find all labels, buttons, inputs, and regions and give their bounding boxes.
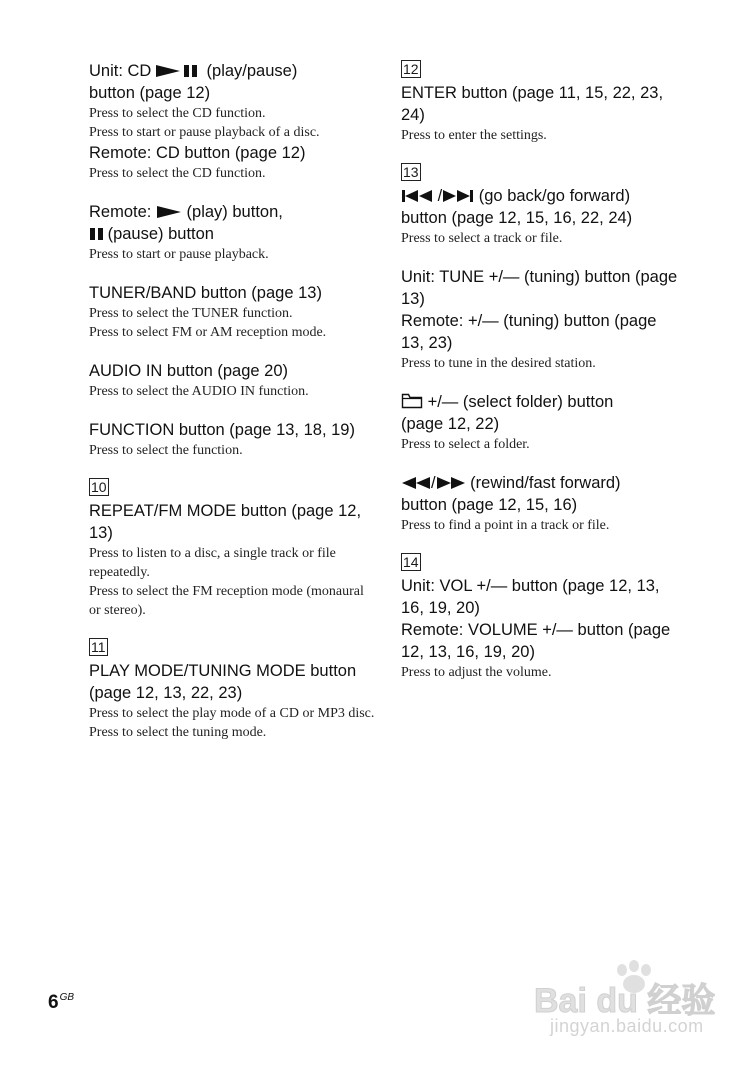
page-number bbox=[48, 992, 74, 1014]
fast-forward-icon bbox=[436, 476, 466, 490]
item-number-11: 11 bbox=[91, 639, 106, 655]
page-suffix: GB bbox=[59, 992, 75, 1003]
section-10 bbox=[89, 478, 379, 620]
cd-desc-1: Press to select the CD function. bbox=[89, 106, 266, 121]
cd-unit-suffix: (play/pause) bbox=[201, 62, 298, 80]
tuner-desc-1: Press to select the TUNER function. bbox=[89, 306, 293, 321]
pause-icon bbox=[89, 227, 103, 241]
function-section bbox=[89, 419, 379, 460]
section-14 bbox=[401, 553, 681, 682]
tune-heading-unit: Unit: TUNE +/— (tuning) button (page 13) bbox=[401, 268, 678, 308]
vol-heading-unit: Unit: VOL +/— button (page 12, 13, 16, 19, 20) bbox=[401, 577, 660, 617]
play-desc: Press to start or pause playback. bbox=[89, 247, 269, 262]
left-column bbox=[89, 60, 379, 760]
cd-unit-heading-line2: button (page 12) bbox=[89, 84, 211, 102]
tune-heading-remote: Remote: +/— (tuning) button (page 13, 23) bbox=[401, 312, 657, 352]
folder-heading-line2: (page 12, 22) bbox=[401, 415, 500, 433]
skip-heading bbox=[401, 185, 681, 207]
play-heading bbox=[89, 201, 379, 223]
rewind-heading-line2: button (page 12, 15, 16) bbox=[401, 496, 578, 514]
playmode-desc-1: Press to select the play mode of a CD or MP3 disc. bbox=[89, 706, 375, 721]
pause-heading bbox=[89, 223, 379, 245]
page-number-value: 6 bbox=[48, 992, 59, 1013]
rewind-icon bbox=[401, 476, 431, 490]
vol-desc: Press to adjust the volume. bbox=[401, 665, 552, 680]
tuner-band-section bbox=[89, 282, 379, 342]
tune-desc: Press to tune in the desired station. bbox=[401, 356, 596, 371]
previous-icon bbox=[401, 189, 433, 203]
folder-section bbox=[401, 391, 681, 454]
play-pause-icon bbox=[156, 64, 202, 78]
cd-unit-heading bbox=[89, 60, 379, 82]
rewind-slash: / bbox=[431, 474, 436, 492]
enter-desc: Press to enter the settings. bbox=[401, 128, 547, 143]
tuner-heading: TUNER/BAND button (page 13) bbox=[89, 284, 322, 302]
vol-heading-remote: Remote: VOLUME +/— button (page 12, 13, 16, 19, 20) bbox=[401, 621, 671, 661]
baidu-logo-text: Bai du 经验 bbox=[534, 982, 716, 1020]
folder-heading bbox=[401, 391, 681, 413]
playmode-heading: PLAY MODE/TUNING MODE button (page 12, 13, 22, 23) bbox=[89, 662, 357, 702]
baidu-logo bbox=[530, 960, 730, 1020]
repeat-desc-2: Press to select the FM reception mode (monaural or stereo). bbox=[89, 584, 364, 618]
pause-suffix: (pause) button bbox=[103, 225, 214, 243]
audio-desc: Press to select the AUDIO IN function. bbox=[89, 384, 309, 399]
rewind-heading bbox=[401, 472, 681, 494]
watermark-url: jingyan.baidu.com bbox=[550, 1016, 704, 1036]
cd-desc-2: Press to start or pause playback of a disc. bbox=[89, 125, 320, 140]
repeat-desc-1: Press to listen to a disc, a single track or file repeatedly. bbox=[89, 546, 336, 580]
function-heading: FUNCTION button (page 13, 18, 19) bbox=[89, 421, 355, 439]
audio-in-section bbox=[89, 360, 379, 401]
tune-section bbox=[401, 266, 681, 373]
rewind-section bbox=[401, 472, 681, 535]
play-icon bbox=[156, 205, 182, 219]
enter-heading: ENTER button (page 11, 15, 22, 23, 24) bbox=[401, 84, 664, 124]
folder-desc: Press to select a folder. bbox=[401, 437, 530, 452]
play-prefix: Remote: bbox=[89, 203, 156, 221]
section-11 bbox=[89, 638, 379, 742]
function-desc: Press to select the function. bbox=[89, 443, 243, 458]
audio-heading: AUDIO IN button (page 20) bbox=[89, 362, 289, 380]
cd-play-pause-section bbox=[89, 60, 379, 183]
rewind-suffix: (rewind/fast forward) bbox=[465, 474, 621, 492]
skip-suffix: (go back/go forward) bbox=[474, 187, 631, 205]
playmode-desc-2: Press to select the tuning mode. bbox=[89, 725, 267, 740]
item-number-12: 12 bbox=[403, 61, 419, 77]
item-number-14: 14 bbox=[403, 554, 419, 570]
cd-remote-heading: Remote: CD button (page 12) bbox=[89, 144, 306, 162]
tuner-desc-2: Press to select FM or AM reception mode. bbox=[89, 325, 327, 340]
section-12 bbox=[401, 60, 681, 145]
next-icon bbox=[442, 189, 474, 203]
item-number-13: 13 bbox=[403, 164, 419, 180]
skip-heading-line2: button (page 12, 15, 16, 22, 24) bbox=[401, 209, 633, 227]
skip-desc: Press to select a track or file. bbox=[401, 231, 563, 246]
rewind-desc: Press to find a point in a track or file. bbox=[401, 518, 610, 533]
cd-unit-prefix: Unit: CD bbox=[89, 62, 156, 80]
repeat-heading: REPEAT/FM MODE button (page 12, 13) bbox=[89, 502, 362, 542]
folder-icon bbox=[401, 393, 423, 409]
baidu-watermark bbox=[530, 960, 730, 1060]
section-13 bbox=[401, 163, 681, 248]
right-column bbox=[401, 60, 681, 700]
folder-suffix: +/— (select folder) button bbox=[423, 393, 614, 411]
skip-slash: / bbox=[433, 187, 443, 205]
item-number-10: 10 bbox=[91, 479, 107, 495]
cd-remote-desc: Press to select the CD function. bbox=[89, 166, 266, 181]
remote-play-section bbox=[89, 201, 379, 264]
play-suffix: (play) button, bbox=[181, 203, 283, 221]
